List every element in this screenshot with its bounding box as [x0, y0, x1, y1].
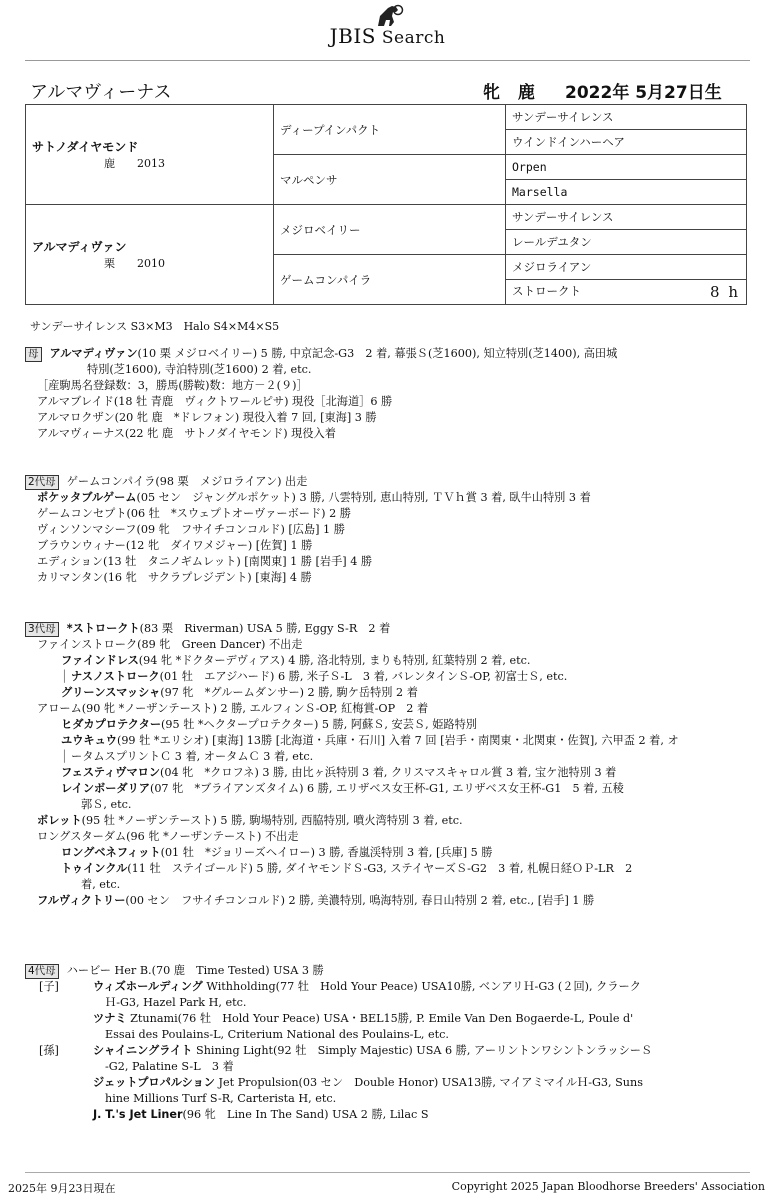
family-line — [25, 845, 750, 861]
record-text: ファインストローク(89 牝 Green Dancer) 不出走 — [37, 638, 303, 651]
family-line — [25, 1043, 750, 1059]
header-divider — [25, 60, 750, 61]
family-line — [25, 781, 750, 797]
family-line — [25, 410, 750, 426]
record-text: アルマブレイド(18 牡 青鹿 ヴィクトワールピサ) 現役［北海道］6 勝 — [37, 395, 393, 408]
sire-color: 鹿 — [104, 157, 115, 170]
record-text: Withholding(77 牡 Hold Your Peace) USA10勝, ベンアリＨ-G3 (２回), クラーク — [202, 980, 641, 993]
record-text: エディション(13 牡 タニノギムレット) [南関東] 1 勝 [岩手] 4 勝 — [37, 555, 373, 568]
footer-copyright: Copyright 2025 Japan Bloodhorse Breeders' Association — [451, 1180, 765, 1193]
horse-link[interactable]: J. T.'s Jet Liner — [93, 1108, 183, 1121]
record-text: (10 栗 メジロベイリー) 5 勝, 中京記念-G3 2 着, 幕張Ｓ(芝1600), 知立特別(芝1400), 高田城 — [137, 347, 618, 360]
record-text: (99 牡 *エリシオ) [東海] 13勝 [北海道・兵庫・石川] 入着 7 回 [岩手・南関東・北関東・佐賀], 六甲盃 2 着, オ — [116, 734, 679, 747]
record-text: ヴィンソンマシーフ(09 牝 フサイチコンコルド) [広島] 1 勝 — [37, 523, 345, 536]
generation-tag: 4代母 — [25, 964, 59, 979]
family-line — [25, 733, 750, 749]
record-text: ータムスプリントＣ 3 着, オータムＣ 3 着, etc. — [71, 750, 314, 763]
family-line — [25, 653, 750, 669]
record-text: (11 牡 ステイゴールド) 5 勝, ダイヤモンドＳ-G3, ステイヤーズＳ-G2 3 着, 札幌日経ＯＰ-LR 2 — [127, 862, 633, 875]
family-line — [25, 426, 750, 442]
record-text: (05 セン ジャングルポケット) 3 勝, 八雲特別, 恵山特別, ＴＶｈ賞 3 着, 臥牛山特別 3 着 — [136, 491, 591, 504]
ssd-cell[interactable]: ウインドインハーヘア — [506, 130, 747, 155]
record-text: ハービー Her B.(70 鹿 Time Tested) USA 3 勝 — [66, 964, 324, 977]
record-text: 郭Ｓ, etc. — [81, 798, 132, 811]
horse-link[interactable]: ロングベネフィット — [61, 846, 161, 859]
family-line — [25, 522, 750, 538]
generation-tag: 3代母 — [25, 622, 59, 637]
sire-sire-cell[interactable]: ディープインパクト — [274, 105, 506, 155]
horse-link[interactable]: ヒダカプロテクター — [61, 718, 162, 731]
record-text: -G2, Palatine S-L 3 着 — [105, 1060, 234, 1073]
horse-name: アルマヴィーナス — [30, 82, 172, 103]
horse-link[interactable]: ナスノストローク — [71, 670, 160, 683]
horse-link[interactable]: トゥインクル — [61, 862, 128, 875]
record-text: ロングスターダム(96 牝 *ノーザンテースト) 不出走 — [37, 830, 299, 843]
family-line — [25, 749, 750, 765]
sire-cell[interactable] — [26, 105, 274, 205]
horse-link[interactable]: ジェットプロパルション — [93, 1076, 215, 1089]
ddd-name: ストロークト — [512, 284, 581, 298]
sds-cell[interactable]: Orpen — [506, 155, 747, 180]
horse-link[interactable]: ウィズホールディング — [93, 980, 203, 993]
horse-logo-icon — [374, 4, 404, 28]
section-2nd-dam — [25, 474, 750, 586]
horse-link[interactable]: レインボーダリア — [61, 782, 150, 795]
logo-search: Search — [381, 28, 446, 48]
family-line — [25, 1091, 750, 1107]
generation-tag: 2代母 — [25, 475, 59, 490]
dds-cell[interactable]: メジロライアン — [506, 255, 747, 280]
inbreeding-summary: サンデーサイレンス S3×M3 Halo S4×M4×S5 — [30, 320, 280, 333]
relationship-mark: 8 h — [710, 283, 740, 301]
family-line — [25, 685, 750, 701]
family-line — [25, 995, 750, 1011]
sdd-cell[interactable]: Marsella — [506, 180, 747, 205]
record-text: Jet Propulsion(03 セン Double Honor) USA13勝, マイアミマイルＨ-G3, Suns — [215, 1076, 643, 1089]
horse-link[interactable]: フェスティヴマロン — [61, 766, 161, 779]
family-line — [25, 765, 750, 781]
record-text: (04 牝 *クロフネ) 3 勝, 由比ヶ浜特別 3 着, クリスマスキャロル賞 3 着, 宝ケ池特別 3 着 — [160, 766, 617, 779]
dam-dam-cell[interactable]: ゲームコンパイラ — [274, 255, 506, 305]
record-text: (95 牡 *ヘクタープロテクター) 5 勝, 阿蘇Ｓ, 安芸Ｓ, 姫路特別 — [161, 718, 477, 731]
family-line — [25, 813, 750, 829]
logo-jbis: JBIS — [329, 24, 376, 48]
dam-year: 2010 — [137, 257, 165, 270]
family-line — [25, 474, 750, 490]
family-line — [25, 394, 750, 410]
sss-cell[interactable]: サンデーサイレンス — [506, 105, 747, 130]
family-line — [25, 797, 750, 813]
horse-link[interactable]: ポケッタブルゲーム — [37, 491, 137, 504]
record-text: アルマヴィーナス(22 牝 鹿 サトノダイヤモンド) 現役入着 — [37, 427, 336, 440]
footer-date: 2025年 9月23日現在 — [8, 1182, 116, 1195]
family-line — [25, 877, 750, 893]
site-logo[interactable] — [0, 6, 775, 48]
family-line — [25, 378, 750, 394]
family-line — [25, 1075, 750, 1091]
family-line — [25, 1011, 750, 1027]
family-line — [25, 669, 750, 685]
record-text: カリマンタン(16 牝 サクラプレジデント) [東海] 4 勝 — [37, 571, 312, 584]
record-text: (07 牝 *ブライアンズタイム) 6 勝, エリザベス女王杯-G1, エリザベス女王杯-G1 5 着, 五稜 — [149, 782, 624, 795]
record-text: (83 栗 Riverman) USA 5 勝, Eggy S-R 2 着 — [139, 622, 391, 635]
horse-sex-color: 牝 鹿 — [483, 83, 541, 103]
family-line — [25, 637, 750, 653]
horse-link[interactable]: ファインドレス — [61, 654, 139, 667]
family-line — [25, 490, 750, 506]
record-text: ゲームコンセプト(06 牡 *スウェプトオーヴァーボード) 2 勝 — [37, 507, 351, 520]
dam-sire-cell[interactable]: メジロベイリー — [274, 205, 506, 255]
horse-title-row — [30, 76, 745, 102]
family-line — [25, 621, 750, 637]
horse-link[interactable]: グリーンスマッシャ — [61, 686, 161, 699]
horse-birthdate: 2022年 5月27日生 — [565, 83, 722, 103]
horse-link[interactable]: ボレット — [37, 814, 82, 827]
relation-tag: [孫] — [39, 1044, 59, 1057]
family-line — [25, 1107, 750, 1123]
horse-link[interactable]: ツナミ — [93, 1012, 127, 1025]
sire-dam-cell[interactable]: マルペンサ — [274, 155, 506, 205]
record-text: Ｈ-G3, Hazel Park H, etc. — [105, 996, 247, 1009]
record-text: Essai des Poulains-L, Criterium National des Poulains-L, etc. — [105, 1028, 449, 1041]
generation-tag: 母 — [25, 347, 42, 362]
record-text: (01 牡 エアジハード) 6 勝, 米子Ｓ-L 3 着, バレンタインＳ-OP, 初富士Ｓ, etc. — [159, 670, 568, 683]
pedigree-table — [25, 104, 747, 305]
record-text: ［産駒馬名登録数：3，勝馬(勝鞍)数：地方－２(９)］ — [37, 379, 308, 392]
section-dam — [25, 346, 750, 442]
family-line — [25, 362, 750, 378]
record-text: 着, etc. — [81, 878, 121, 891]
dam-color: 栗 — [104, 257, 115, 270]
family-line — [25, 979, 750, 995]
horse-link[interactable]: フルヴィクトリー — [37, 894, 126, 907]
section-3rd-dam — [25, 621, 750, 909]
record-text: ゲームコンパイラ(98 栗 メジロライアン) 出走 — [66, 475, 308, 488]
record-text: ブラウンウィナー(12 牝 ダイワメジャー) [佐賀] 1 勝 — [37, 539, 313, 552]
record-text: (95 牡 *ノーザンテースト) 5 勝, 駒場特別, 西脇特別, 噴火湾特別 3 着, etc. — [81, 814, 463, 827]
record-text: Ztunami(76 牡 Hold Your Peace) USA・BEL15勝, P. Emile Van Den Bogaerde-L, Poule d' — [126, 1012, 634, 1025]
family-line — [25, 1027, 750, 1043]
family-line — [25, 829, 750, 845]
dam-cell[interactable] — [26, 205, 274, 305]
family-line — [25, 963, 750, 979]
family-line — [25, 701, 750, 717]
record-text: (96 牝 Line In The Sand) USA 2 勝, Lilac S — [182, 1108, 429, 1121]
record-text: Shining Light(92 牡 Simply Majestic) USA 6 勝, アーリントンワシントンラッシーＳ — [192, 1044, 653, 1057]
footer-divider — [25, 1172, 750, 1173]
tree-bar: │ — [61, 670, 68, 683]
family-line — [25, 893, 750, 909]
horse-link[interactable]: ユウキュウ — [61, 734, 117, 747]
record-text: 特別(芝1600), 寺泊特別(芝1600) 2 着, etc. — [87, 363, 312, 376]
section-4th-dam — [25, 963, 750, 1123]
record-text: アローム(90 牝 *ノーザンテースト) 2 勝, エルフィンＳ-OP, 紅梅賞-OP 2 着 — [37, 702, 429, 715]
family-line — [25, 506, 750, 522]
horse-link[interactable]: *ストロークト — [66, 622, 140, 635]
record-text: アルマロクザン(20 牝 鹿 *ドレフォン) 現役入着 7 回, [東海] 3 勝 — [37, 411, 377, 424]
family-line — [25, 570, 750, 586]
dsd-cell[interactable]: レールデユタン — [506, 230, 747, 255]
horse-link[interactable]: シャイニングライト — [93, 1044, 193, 1057]
family-line — [25, 1059, 750, 1075]
tree-bar: │ — [61, 750, 68, 763]
dam-name: アルマディヴァン — [32, 240, 127, 254]
family-line — [25, 538, 750, 554]
record-text: (94 牝 *ドクターデヴィアス) 4 勝, 洛北特別, まりも特別, 紅葉特別 2 着, etc. — [138, 654, 531, 667]
record-text: (00 セン フサイチコンコルド) 2 勝, 美濃特別, 鳴海特別, 春日山特別 2 着, etc., [岩手] 1 勝 — [125, 894, 595, 907]
ddd-cell[interactable] — [506, 280, 747, 305]
sire-name: サトノダイヤモンド — [32, 140, 139, 154]
relation-tag: [子] — [39, 980, 59, 993]
record-text: (97 牝 *グルームダンサー) 2 勝, 駒ケ岳特別 2 着 — [160, 686, 418, 699]
record-text: hine Millions Turf S-R, Carterista H, etc. — [105, 1092, 337, 1105]
family-line — [25, 717, 750, 733]
family-line — [25, 861, 750, 877]
record-text: (01 牡 *ジョリーズヘイロー) 3 勝, 香嵐渓特別 3 着, [兵庫] 5 勝 — [160, 846, 493, 859]
dss-cell[interactable]: サンデーサイレンス — [506, 205, 747, 230]
family-line — [25, 554, 750, 570]
sire-year: 2013 — [137, 157, 165, 170]
horse-link[interactable]: アルマディヴァン — [49, 347, 138, 360]
family-line — [25, 346, 750, 362]
